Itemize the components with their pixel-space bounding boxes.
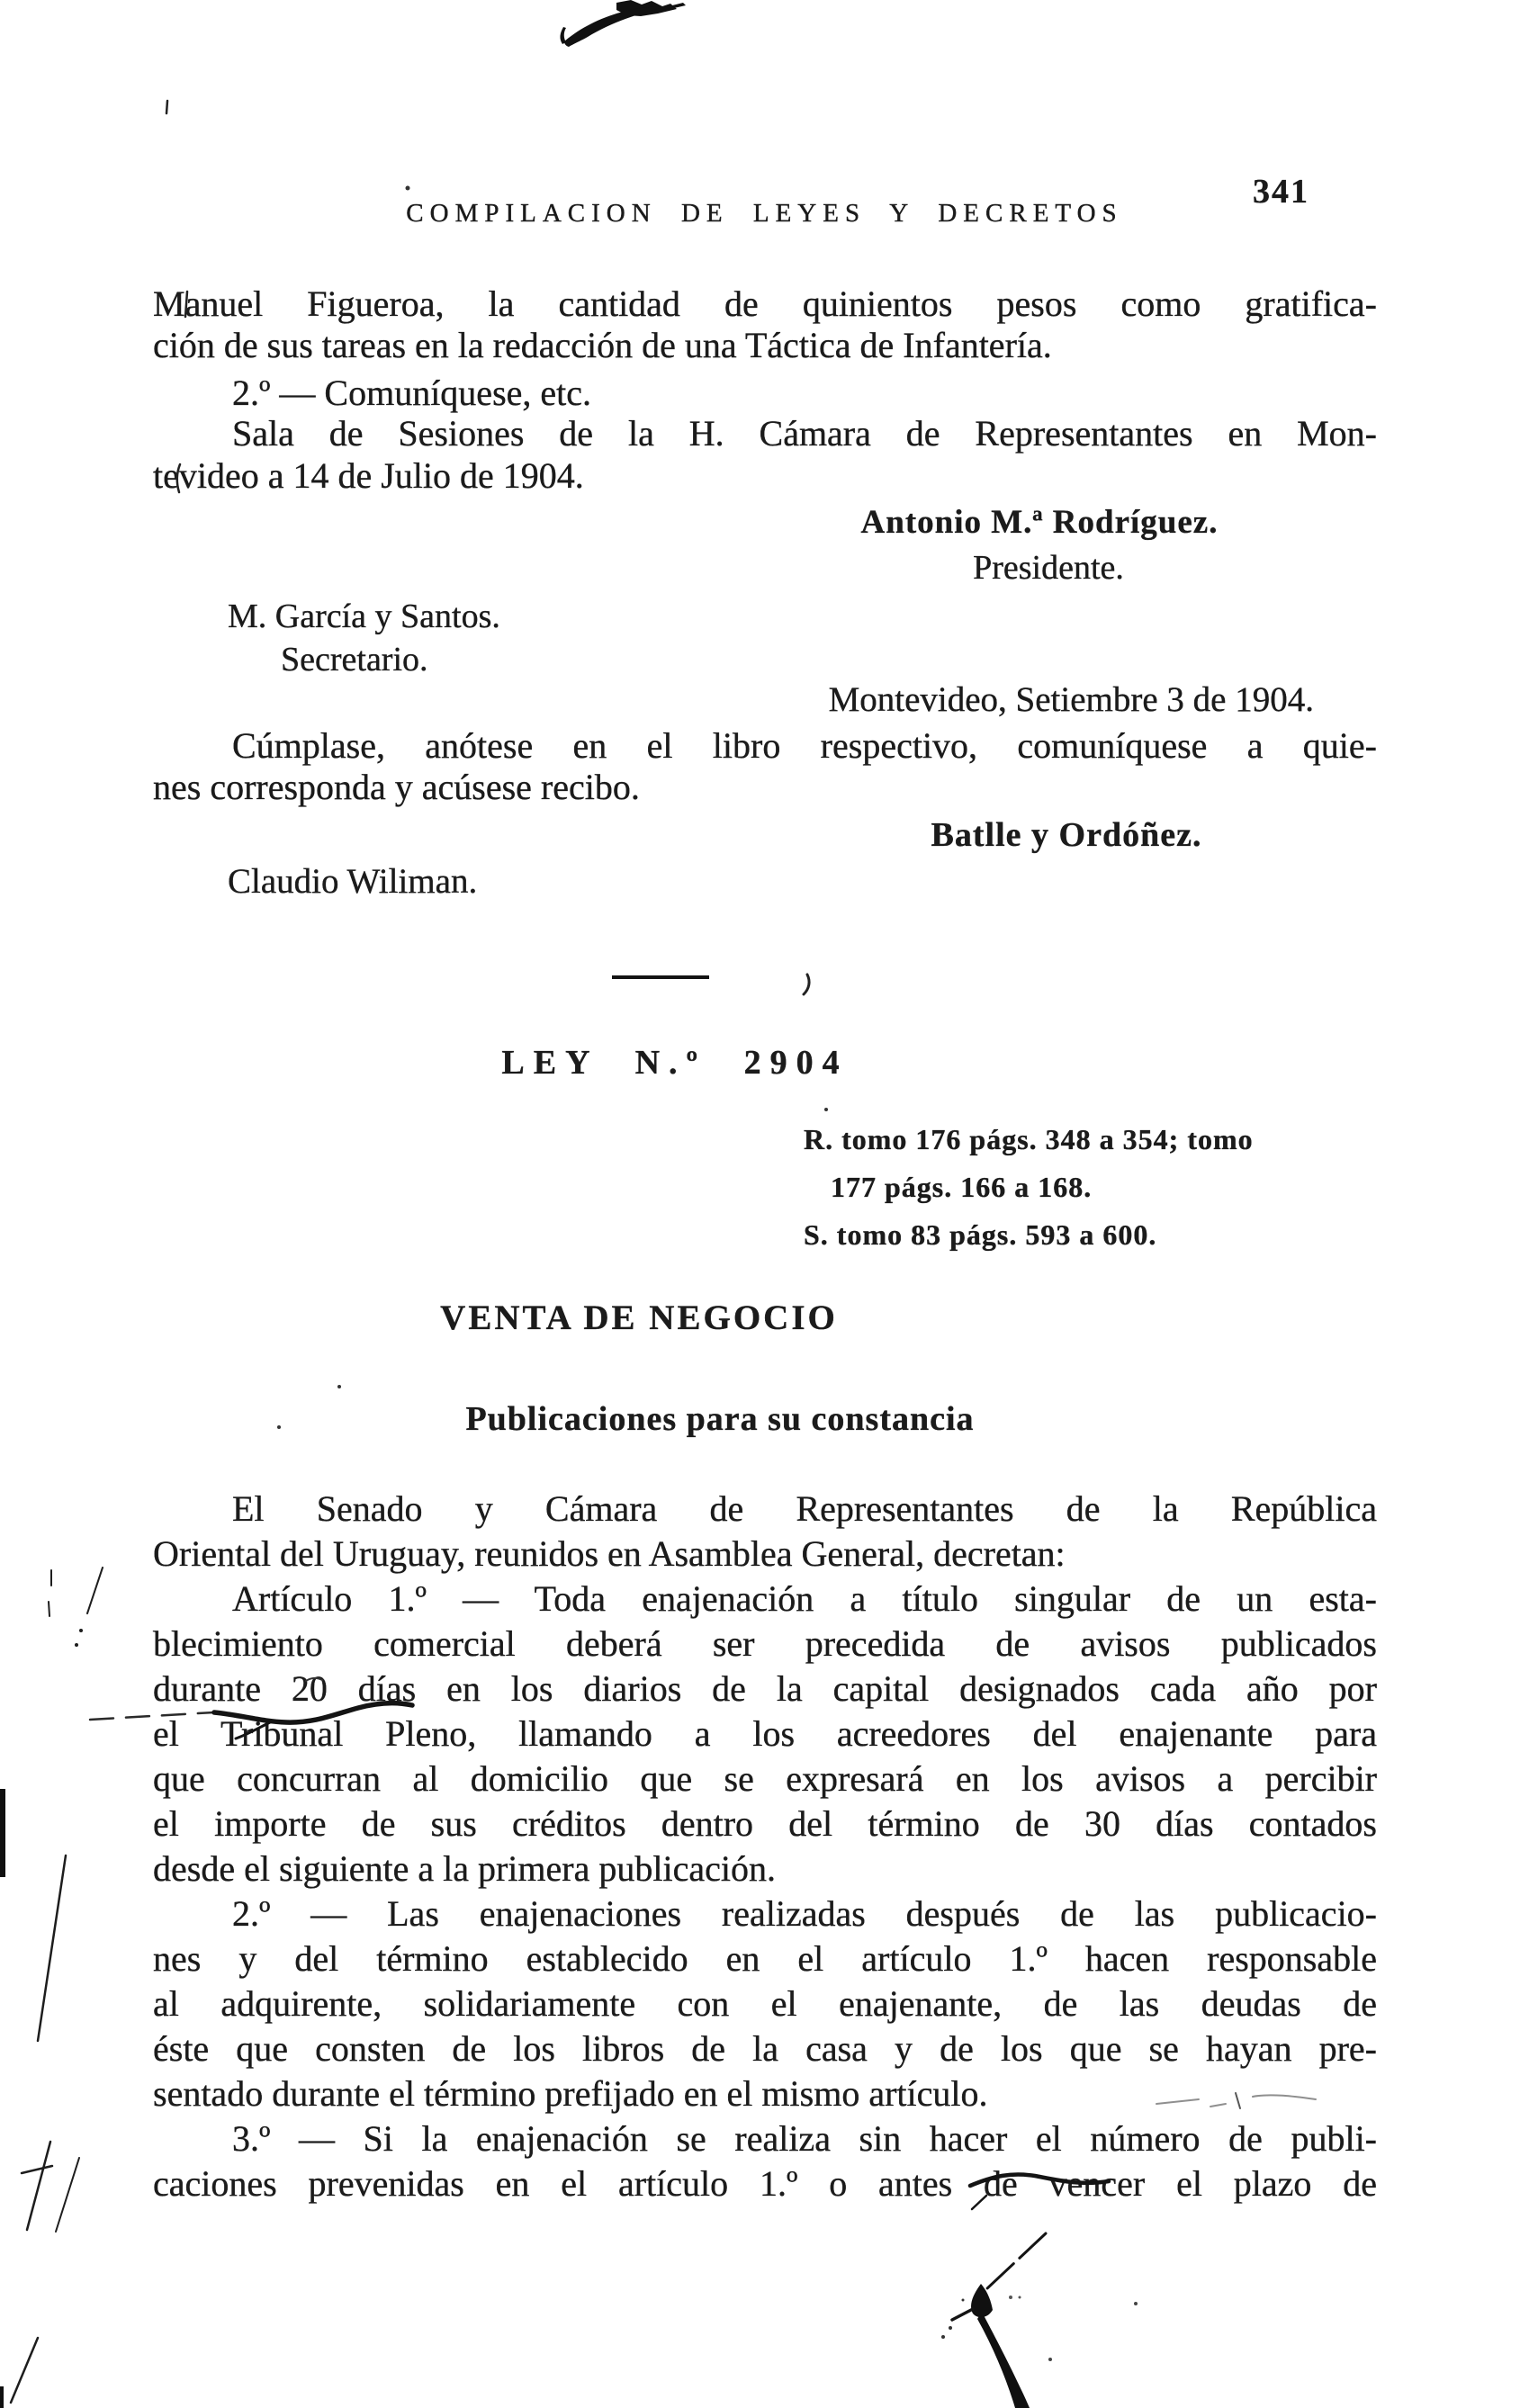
law-title: VENTA DE NEGOCIO [440, 1298, 838, 1337]
text-line: desde el siguiente a la primera publicación. [153, 1848, 776, 1889]
paragraph-sala-de-sesiones [153, 412, 1377, 497]
text-line: 3.º — Si la enajenación se realiza sin hacer el número de publi- [232, 2118, 1377, 2159]
text-line: caciones prevenidas en el artículo 1.º o antes de vencer el plazo de [153, 2163, 1377, 2204]
dateline-montevideo: Montevideo, Setiembre 3 de 1904. [828, 680, 1314, 719]
signature-secretary-title: Secretario. [281, 641, 428, 678]
text-line: 2.º — Las enajenaciones realizadas después de las publicacio- [232, 1893, 1377, 1934]
reference-line: 177 págs. 166 a 168. [831, 1171, 1093, 1203]
signature-executive: Batlle y Ordóñez. [931, 816, 1202, 854]
text-line: nes corresponda y acúsese recibo. [153, 767, 640, 807]
margin-scratch-marks [11, 1568, 103, 2403]
law-volume-references [804, 1116, 1254, 1259]
law-body-text [153, 1487, 1377, 2206]
text-line: sentado durante el término prefijado en el mismo artículo. [153, 2073, 988, 2114]
running-head-title: COMPILACION DE LEYES Y DECRETOS [406, 199, 1123, 228]
text-line: El Senado y Cámara de Representantes de la República [232, 1488, 1377, 1529]
section-divider-rule [612, 975, 709, 979]
text-line: el Tribunal Pleno, llamando a los acreedores del enajenante para [153, 1713, 1377, 1754]
paragraph-comuniquese: 2.º — Comuníquese, etc. [232, 373, 592, 413]
scan-edge-slivers [0, 1789, 5, 2408]
text-line: Artículo 1.º — Toda enajenación a título singular de un esta- [232, 1578, 1377, 1619]
text-line: el importe de sus créditos dentro del término de 30 días contados [153, 1803, 1377, 1844]
signature-president-title: Presidente. [973, 549, 1124, 587]
reference-line: R. tomo 176 págs. 348 a 354; tomo [804, 1123, 1254, 1155]
ink-swoosh-mark [560, 0, 686, 47]
stray-comma-mark [804, 975, 809, 994]
text-line: éste que consten de los libros de la casa y de los que se hayan pre- [153, 2028, 1377, 2069]
page-number: 341 [1253, 173, 1309, 211]
text-line: ción de sus tareas en la redacción de una Táctica de Infantería. [153, 325, 1052, 365]
text-line: Manuel Figueroa, la cantidad de quinientos pesos como gratifica- [153, 283, 1377, 324]
text-line: tevideo a 14 de Julio de 1904. [153, 455, 584, 496]
signature-secretary-name: M. García y Santos. [228, 598, 500, 635]
paragraph-cumplase [153, 725, 1377, 808]
text-line: durante 20 días en los diarios de la capital designados cada año por [153, 1668, 1377, 1709]
law-subtitle: Publicaciones para su constancia [465, 1400, 975, 1438]
text-line: Cúmplase, anótese en el libro respectivo, comuníquese a quie- [232, 725, 1377, 766]
text-line: nes y del término establecido en el artículo 1.º hacen responsable [153, 1938, 1377, 1979]
law-number-heading: LEY N.º 2904 [501, 1044, 849, 1082]
arrow-ink-mark [941, 2233, 1138, 2408]
signature-minister: Claudio Wiliman. [228, 862, 478, 901]
reference-line: S. tomo 83 págs. 593 a 600. [804, 1218, 1157, 1251]
paragraph-gratification [153, 283, 1377, 366]
text-line: al adquirente, solidariamente con el enajenante, de las deudas de [153, 1983, 1377, 2024]
text-line: blecimiento comercial deberá ser precedida de avisos publicados [153, 1623, 1377, 1664]
text-line: Sala de Sesiones de la H. Cámara de Representantes en Mon- [232, 413, 1377, 454]
signature-president-name: Antonio M.ª Rodríguez. [860, 504, 1219, 541]
text-line: que concurran al domicilio que se expresará en los avisos a percibir [153, 1758, 1377, 1799]
text-line: Oriental del Uruguay, reunidos en Asamblea General, decretan: [153, 1533, 1066, 1574]
